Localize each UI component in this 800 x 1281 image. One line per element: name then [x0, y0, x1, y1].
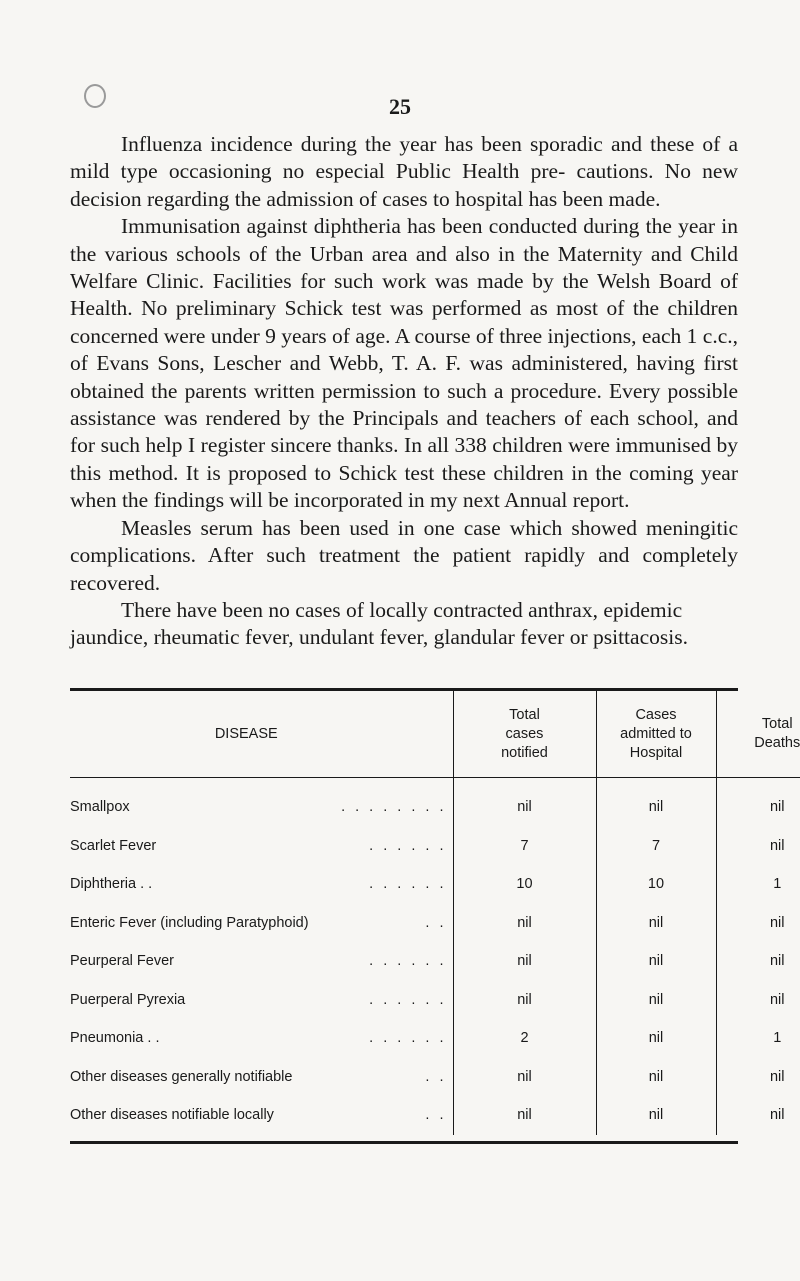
cases-admitted: nil — [596, 1019, 716, 1058]
cases-admitted: nil — [596, 1058, 716, 1097]
cases-admitted: nil — [596, 778, 716, 827]
cases-notified: nil — [453, 778, 596, 827]
table-row — [70, 1096, 800, 1135]
table-row — [70, 1019, 800, 1058]
paragraph-influenza: Influenza incidence during the year has been sporadic and these of a mild type occasioning no especial Public Health pre- cautions. No new decision regarding the admission of cases to hospital has been made. — [70, 132, 738, 211]
header-deaths: Total Deaths — [716, 691, 800, 778]
cases-admitted: 10 — [596, 865, 716, 904]
total-deaths: 1 — [716, 865, 800, 904]
disease-name: Peurperal Fever . . . . . . — [70, 953, 447, 970]
body-text — [70, 131, 738, 652]
table-row — [70, 981, 800, 1020]
cases-notified: nil — [453, 904, 596, 943]
disease-name: Puerperal Pyrexia . . . . . . — [70, 991, 447, 1008]
total-deaths: nil — [716, 778, 800, 827]
cases-notified: nil — [453, 1058, 596, 1097]
cases-admitted: 7 — [596, 827, 716, 866]
disease-name: Other diseases notifiable locally . . — [70, 1107, 447, 1124]
cases-notified: 2 — [453, 1019, 596, 1058]
total-deaths: nil — [716, 942, 800, 981]
disease-name: Diphtheria . . . . . . . . — [70, 876, 447, 893]
paragraph-anthrax: There have been no cases of locally contracted anthrax, epidemic jaundice, rheumatic fever, undulant fever, glandular fever or psittacosis. — [70, 597, 688, 650]
disease-name: Scarlet Fever . . . . . . — [70, 837, 447, 854]
disease-name: Enteric Fever (including Paratyphoid) . . — [70, 914, 447, 931]
page-number: 25 — [389, 94, 411, 119]
disease-name: Other diseases generally notifiable . . — [70, 1068, 447, 1085]
cases-notified: nil — [453, 942, 596, 981]
table-bottom-rule — [70, 1141, 738, 1144]
total-deaths: nil — [716, 827, 800, 866]
cases-admitted: nil — [596, 981, 716, 1020]
header-disease: DISEASE — [70, 691, 453, 778]
total-deaths: nil — [716, 1058, 800, 1097]
disease-name: Smallpox . . . . . . . . — [70, 799, 447, 816]
paragraph-measles: Measles serum has been used in one case which showed meningitic complications. After such treatment the patient rapidly and completely recovered. — [70, 515, 738, 595]
cases-notified: 7 — [453, 827, 596, 866]
cases-notified: nil — [453, 1096, 596, 1135]
cases-admitted: nil — [596, 942, 716, 981]
cases-admitted: nil — [596, 904, 716, 943]
disease-name: Pneumonia . . . . . . . . — [70, 1030, 447, 1047]
cases-notified: nil — [453, 981, 596, 1020]
cases-notified: 10 — [453, 865, 596, 904]
table-header-row — [70, 691, 800, 778]
cases-admitted: nil — [596, 1096, 716, 1135]
table-row — [70, 942, 800, 981]
table-row — [70, 778, 800, 827]
total-deaths: 1 — [716, 1019, 800, 1058]
total-deaths: nil — [716, 904, 800, 943]
header-admitted: Cases admitted to Hospital — [596, 691, 716, 778]
disease-table — [70, 688, 800, 1144]
total-deaths: nil — [716, 981, 800, 1020]
table-row — [70, 904, 800, 943]
table-row — [70, 827, 800, 866]
table-row — [70, 865, 800, 904]
header-total-cases: Total cases notified — [453, 691, 596, 778]
paragraph-immunisation: Immunisation against diphtheria has been conducted during the year in the various schools of the Urban area and also in the Maternity and Child Welfare Clinic. Facilities for such work was made by the Welsh Board of Health. No preliminary Schick test was performed as most of the children concerned were under 9 years of age. A course of three injections, each 1 c.c., of Evans Sons, Lescher and Webb, T. A. F. was administered, having first obtained the parents written permission to such a procedure. Every possible assistance was rendered by the Principals and teachers of each school, and for such help I register sincere thanks. In all 338 children were immunised by this method. It is proposed to Schick test these children in the coming year when the findings will be incorporated in my next Annual report. — [70, 214, 738, 513]
total-deaths: nil — [716, 1096, 800, 1135]
table-row — [70, 1058, 800, 1097]
